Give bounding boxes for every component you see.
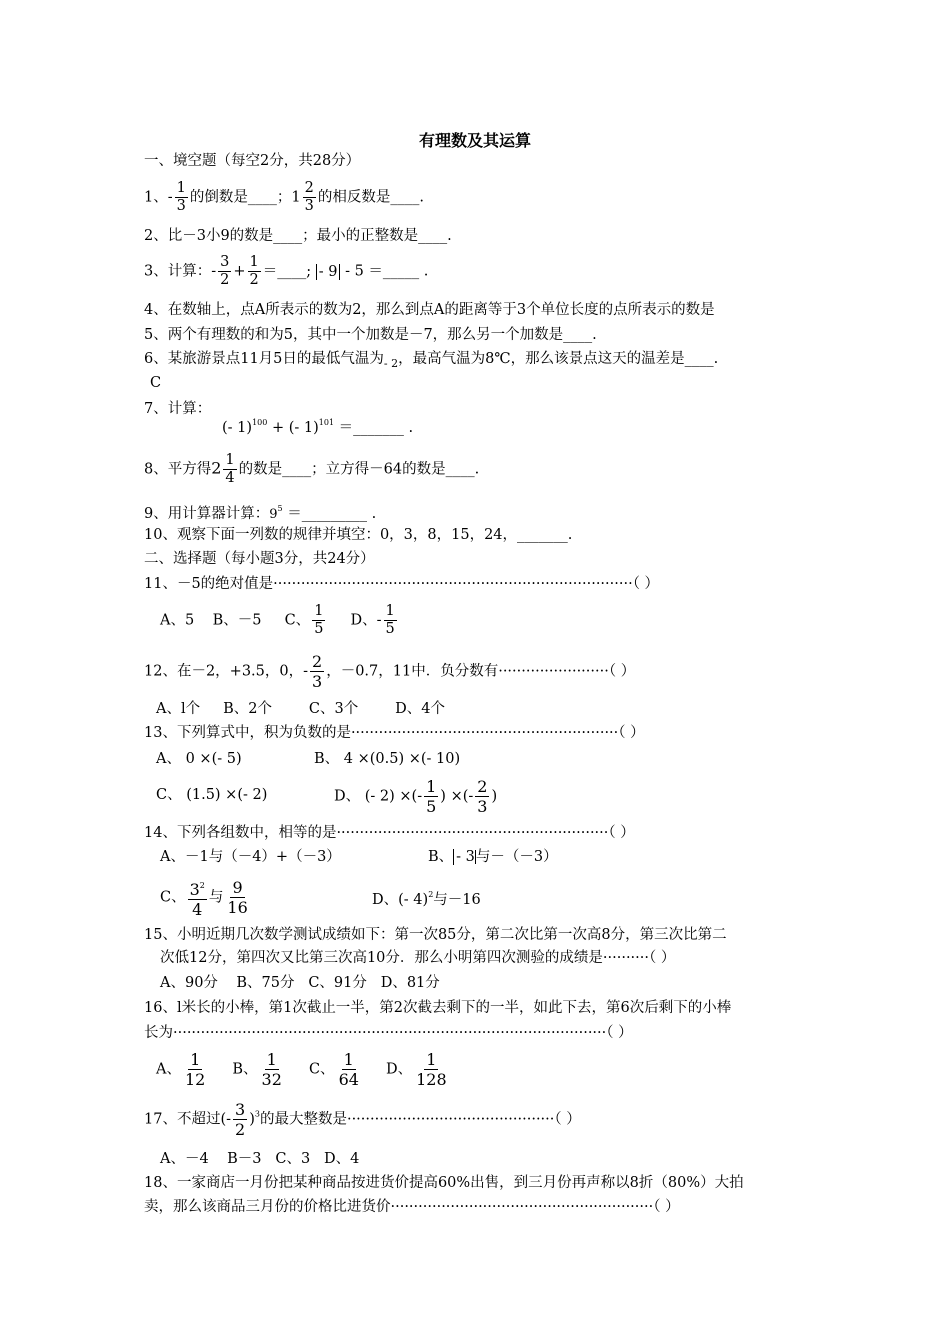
question-17: 17、不超过(- $\frac{3}{2}$ )$^3$的最大整数是·············································（ ） xyxy=(144,1100,581,1139)
question-16-line-1: 16、l米长的小棒，第1次截止一半，第2次截去剩下的一半，如此下去，第6次后剩下的小棒 xyxy=(144,1000,732,1016)
question-14-option-c: C、 $\frac{3^2}{4}$ 与 $\frac{9}{16}$ xyxy=(160,878,248,919)
question-6: 6、某旅游景点11月5日的最低气温为$_{- 2}$，最高气温为8℃，那么该景点这天的温差是____. xyxy=(144,351,719,370)
question-1: 1、- $\frac{1}{3}$ 的倒数是____；1 $\frac{2}{3}$ 的相反数是____. xyxy=(144,180,424,214)
question-13: 13、下列算式中，积为负数的是··························································（ ） xyxy=(144,725,645,741)
question-12-options: A、l个 B、2个 C、3个 D、4个 xyxy=(156,701,445,717)
question-15-options: A、90分 B、75分 C、91分 D、81分 xyxy=(160,975,440,991)
question-5: 5、两个有理数的和为5，其中一个加数是－7，那么另一个加数是____. xyxy=(144,327,597,343)
question-16-options: A、 $\frac{1}{12}$ B、 $\frac{1}{32}$ C、 $\frac{1}{64}$ D、 $\frac{1}{128}$ xyxy=(156,1050,447,1089)
question-4: 4、在数轴上，点A所表示的数为2，那么到点A的距离等于3个单位长度的点所表示的数是 xyxy=(144,302,715,318)
question-15-line-1: 15、小明近期几次数学测试成绩如下：第一次85分，第二次比第一次高8分，第三次比第二 xyxy=(144,927,727,943)
question-8: 8、平方得2 $\frac{1}{4}$ 的数是____；立方得－64的数是____. xyxy=(144,452,480,486)
question-10: 10、观察下面一列数的规律并填空：0，3，8，15，24，_______. xyxy=(144,527,573,543)
question-14-option-d: D、(- 4)$^2$与－16 xyxy=(372,890,481,908)
question-12: 12、在－2，+3.5，0，- $\frac{2}{3}$ ，－0.7，11中．负分数有························（ ） xyxy=(144,652,636,691)
question-14-option-a: A、－1与（－4）+（－3） xyxy=(160,849,341,865)
question-7-expression: (- 1)$^{100}$ + (- 1)$^{101}$ ＝_______ . xyxy=(222,418,414,436)
question-17-options: A、－4 B－3 C、3 D、4 xyxy=(160,1151,360,1167)
question-13-option-d: D、 (- 2) ×(- $\frac{1}{5}$ ) ×(- $\frac{2}{3}$ ) xyxy=(334,777,498,816)
question-6-unit: C xyxy=(150,375,162,391)
section-2-heading: 二、选择题（每小题3分，共24分） xyxy=(144,551,375,567)
question-9: 9、用计算器计算：$9^5$ ＝_________ . xyxy=(144,504,377,522)
question-15-line-2: 次低12分，第四次又比第三次高10分．那么小明第四次测验的成绩是··········（ ） xyxy=(160,950,676,966)
question-18-line-2: 卖，那么该商品三月份的价格比进货价·························································（ ） xyxy=(144,1199,680,1215)
question-11-options: A、5 B、－5 C、 $\frac{1}{5}$ D、- $\frac{1}{5}$ xyxy=(160,603,395,637)
section-1-heading: 一、境空题（每空2分，共28分） xyxy=(144,153,361,169)
question-13-option-b: B、 4 ×(0.5) ×(- 10) xyxy=(314,751,461,767)
question-3: 3、计算：- $\frac{3}{2}$ + $\frac{1}{2}$ ＝____; - 9 - 5 ＝_____ . xyxy=(144,254,429,288)
question-11: 11、－5的绝对值是··············································································（ ） xyxy=(144,576,660,592)
question-2: 2、比－3小9的数是____；最小的正整数是____. xyxy=(144,228,452,244)
question-7: 7、计算： xyxy=(144,401,212,417)
question-18-line-1: 18、一家商店一月份把某种商品按进货价提高60%出售，到三月份再声称以8折（80%）大拍 xyxy=(144,1175,744,1191)
question-14: 14、下列各组数中，相等的是···························································（ ） xyxy=(144,825,635,841)
question-13-option-a: A、 0 ×(- 5) xyxy=(156,751,242,767)
question-13-option-c: C、 (1.5) ×(- 2) xyxy=(156,787,268,803)
page-title: 有理数及其运算 xyxy=(418,131,531,150)
question-14-option-b: B、 - 3与－（－3） xyxy=(428,849,558,865)
question-16-line-2: 长为······························································································（ ） xyxy=(144,1025,633,1041)
